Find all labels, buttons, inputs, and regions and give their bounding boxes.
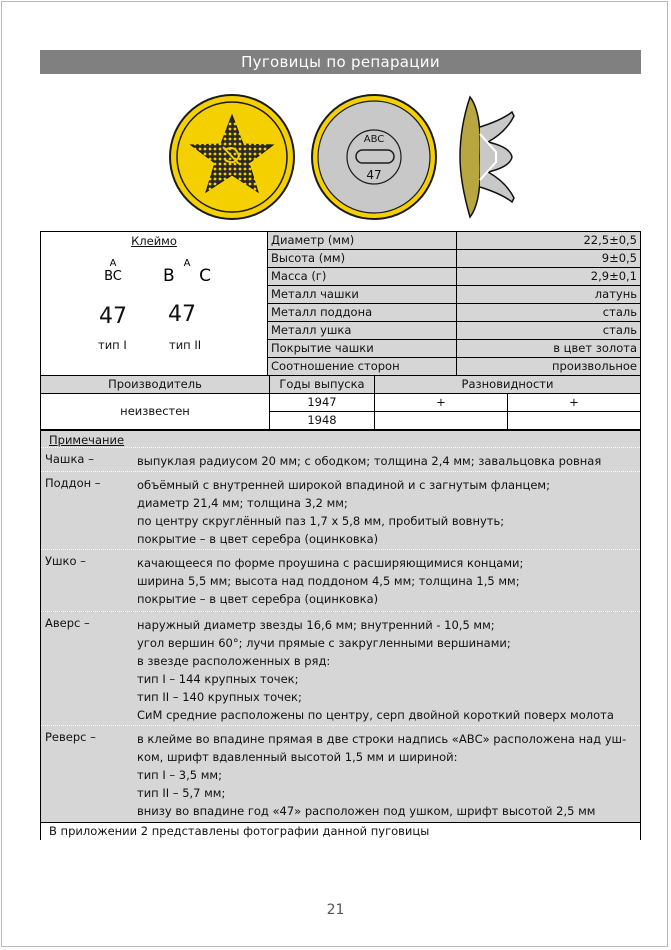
year-cell: 1947 bbox=[270, 394, 375, 412]
spec-value: в цвет золота bbox=[457, 340, 641, 358]
note-line: тип I – 144 крупных точек; bbox=[137, 672, 299, 686]
note-line: тип I – 3,5 мм; bbox=[137, 768, 222, 782]
svg-text:BC: BC bbox=[104, 269, 122, 284]
spec-value: латунь bbox=[457, 286, 641, 304]
spec-value: сталь bbox=[457, 322, 641, 340]
spec-value: 9±0,5 bbox=[457, 250, 641, 268]
stamp-type2-label: тип II bbox=[169, 338, 202, 352]
production-table bbox=[40, 375, 641, 430]
note-obverse bbox=[41, 611, 640, 727]
footer-text: В приложении 2 представлены фотографии данной пуговицы bbox=[49, 824, 430, 838]
stamp-type1-label: тип I bbox=[98, 338, 127, 352]
note-back bbox=[41, 471, 640, 552]
spec-value: 2,9±0,1 bbox=[457, 268, 641, 286]
reverse-letters: ABC bbox=[363, 134, 385, 145]
spec-row bbox=[268, 250, 641, 268]
note-line: покрытие – в цвет серебра (оцинковка) bbox=[137, 592, 379, 606]
specs-table bbox=[267, 231, 641, 376]
note-shank bbox=[41, 549, 640, 612]
reverse-year: 47 bbox=[366, 168, 382, 182]
page-title: Пуговицы по репарации bbox=[40, 50, 641, 74]
button-side-profile-image bbox=[452, 92, 522, 222]
maker-header: Производитель bbox=[41, 376, 270, 394]
stamp-type2-number: 47 bbox=[168, 302, 196, 327]
note-label: Чашка – bbox=[45, 452, 94, 466]
variant-cell: + bbox=[375, 394, 508, 412]
svg-text:A: A bbox=[109, 258, 117, 269]
note-line: угол вершин 60°; лучи прямые с закругленными вершинами; bbox=[137, 636, 511, 650]
stamp-type1-number: 47 bbox=[99, 304, 127, 329]
note-line: в клейме во впадине прямая в две строки надпись «АВС» расположена над уш- bbox=[137, 732, 627, 746]
note-line: выпуклая радиусом 20 мм; с ободком; толщина 2,4 мм; завальцовка ровная bbox=[137, 454, 602, 468]
note-line: наружный диаметр звезды 16,6 мм; внутренний - 10,5 мм; bbox=[137, 618, 495, 632]
variant-cell bbox=[375, 412, 508, 430]
note-line: объёмный с внутренней широкой впадиной и с загнутым фланцем; bbox=[137, 478, 550, 492]
page-number: 21 bbox=[326, 902, 345, 918]
variants-header: Разновидности bbox=[375, 376, 641, 394]
spec-row bbox=[268, 286, 641, 304]
spec-label: Диаметр (мм) bbox=[268, 232, 457, 250]
spec-label: Соотношение сторон bbox=[268, 358, 457, 376]
spec-row bbox=[268, 340, 641, 358]
spec-row bbox=[268, 268, 641, 286]
note-line: по центру скруглённый паз 1,7 х 5,8 мм, пробитый вовнуть; bbox=[137, 514, 505, 528]
spec-label: Металл поддона bbox=[268, 304, 457, 322]
notes-footer bbox=[41, 822, 640, 841]
variant-cell bbox=[508, 412, 641, 430]
button-obverse-image bbox=[165, 92, 300, 222]
spec-label: Покрытие чашки bbox=[268, 340, 457, 358]
note-label: Реверс – bbox=[45, 730, 96, 744]
note-label: Аверс – bbox=[45, 616, 90, 630]
note-line: в звезде расположенных в ряд: bbox=[137, 654, 331, 668]
spec-row bbox=[268, 304, 641, 322]
note-line: диаметр 21,4 мм; толщина 3,2 мм; bbox=[137, 496, 348, 510]
note-line: качающееся по форме проушина с расширяющимися концами; bbox=[137, 556, 524, 570]
spec-value: сталь bbox=[457, 304, 641, 322]
note-line: внизу во впадине год «47» расположен под ушком, шрифт высотой 2,5 мм bbox=[137, 804, 596, 818]
year-cell: 1948 bbox=[270, 412, 375, 430]
stamp-type1-letters bbox=[93, 254, 133, 284]
maker-value: неизвестен bbox=[41, 394, 270, 430]
spec-value: произвольное bbox=[457, 358, 641, 376]
spec-label: Масса (г) bbox=[268, 268, 457, 286]
stamp-panel bbox=[40, 231, 268, 376]
years-header: Годы выпуска bbox=[270, 376, 375, 394]
note-label: Поддон – bbox=[45, 476, 101, 490]
note-line: ширина 5,5 мм; высота над поддоном 4,5 мм; толщина 1,5 мм; bbox=[137, 574, 520, 588]
note-line: ком, шрифт вдавленный высотой 1,5 мм и шириной: bbox=[137, 750, 458, 764]
spec-label: Металл чашки bbox=[268, 286, 457, 304]
svg-text:BC: BC bbox=[163, 266, 211, 284]
note-line: тип II – 5,7 мм; bbox=[137, 786, 226, 800]
spec-row bbox=[268, 358, 641, 376]
variant-cell: + bbox=[508, 394, 641, 412]
notes-heading: Примечание bbox=[49, 433, 125, 447]
spec-label: Металл ушка bbox=[268, 322, 457, 340]
note-line: покрытие – в цвет серебра (оцинковка) bbox=[137, 532, 379, 546]
note-line: СиМ средние расположены по центру, серп двойной короткий поверх молота bbox=[137, 708, 614, 722]
note-reverse bbox=[41, 725, 640, 822]
notes-section bbox=[40, 430, 641, 840]
svg-text:A: A bbox=[183, 258, 191, 269]
note-label: Ушко – bbox=[45, 554, 86, 568]
spec-label: Высота (мм) bbox=[268, 250, 457, 268]
note-line: тип II – 140 крупных точек; bbox=[137, 690, 302, 704]
stamp-type2-letters bbox=[159, 254, 215, 284]
button-reverse-image bbox=[307, 92, 442, 222]
spec-row bbox=[268, 322, 641, 340]
stamp-title: Клеймо bbox=[131, 234, 177, 248]
spec-value: 22,5±0,5 bbox=[457, 232, 641, 250]
spec-row bbox=[268, 232, 641, 250]
